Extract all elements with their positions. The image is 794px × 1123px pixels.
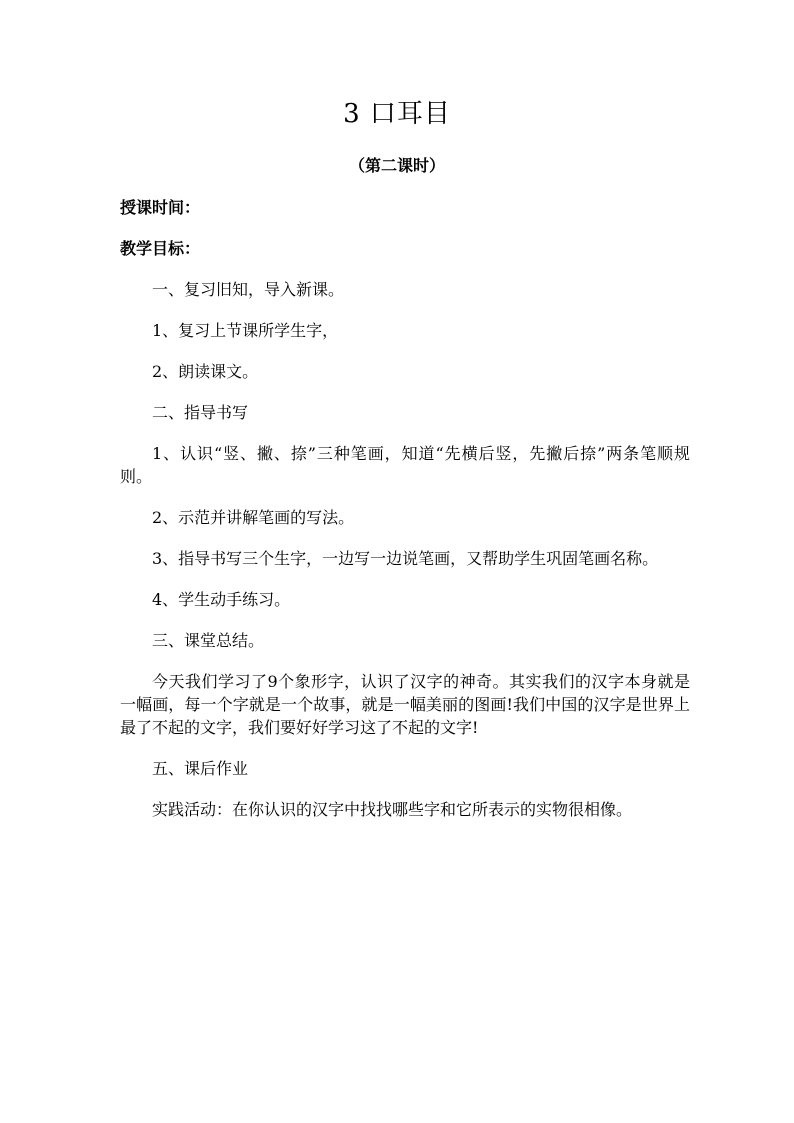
paragraph-character-writing: 3、指导书写三个生字，一边写一边说笔画，又帮助学生巩固笔画名称。: [152, 549, 659, 568]
paragraph-read-text: 2、朗读课文。: [152, 362, 259, 381]
paragraph-summary: 今天我们学习了9个象形字，认识了汉字的神奇。其实我们的汉字本身就是一幅画，每一个字就是一个故事，就是一幅美丽的图画!我们中国的汉字是世界上最了不起的文字，我们要好好学习这了不起的文字!: [120, 672, 690, 737]
class-time-label: 授课时间：: [120, 198, 201, 217]
paragraph-summary-heading: 三、课堂总结。: [152, 631, 265, 650]
paragraph-homework: 实践活动：在你认识的汉字中找找哪些字和它所表示的实物很相像。: [152, 800, 633, 819]
paragraph-review: 一、复习旧知，导入新课。: [152, 280, 345, 299]
paragraph-review-characters: 1、复习上节课所学生字，: [152, 321, 339, 340]
paragraph-stroke-demo: 2、示范并讲解笔画的写法。: [152, 508, 355, 527]
paragraph-practice: 4、学生动手练习。: [152, 590, 291, 609]
paragraph-homework-heading: 五、课后作业: [152, 759, 249, 778]
objective-label: 教学目标：: [120, 239, 201, 258]
document-body: [120, 196, 690, 839]
document-title: 3 口耳目: [343, 99, 451, 129]
lesson-subtitle: （第二课时）: [348, 156, 445, 175]
paragraph-stroke-rules: 1、认识“竖、撇、捺”三种笔画，知道“先横后竖，先撇后捺”两条笔顺规则。: [120, 444, 690, 486]
paragraph-writing-guidance: 二、指导书写: [152, 403, 249, 422]
